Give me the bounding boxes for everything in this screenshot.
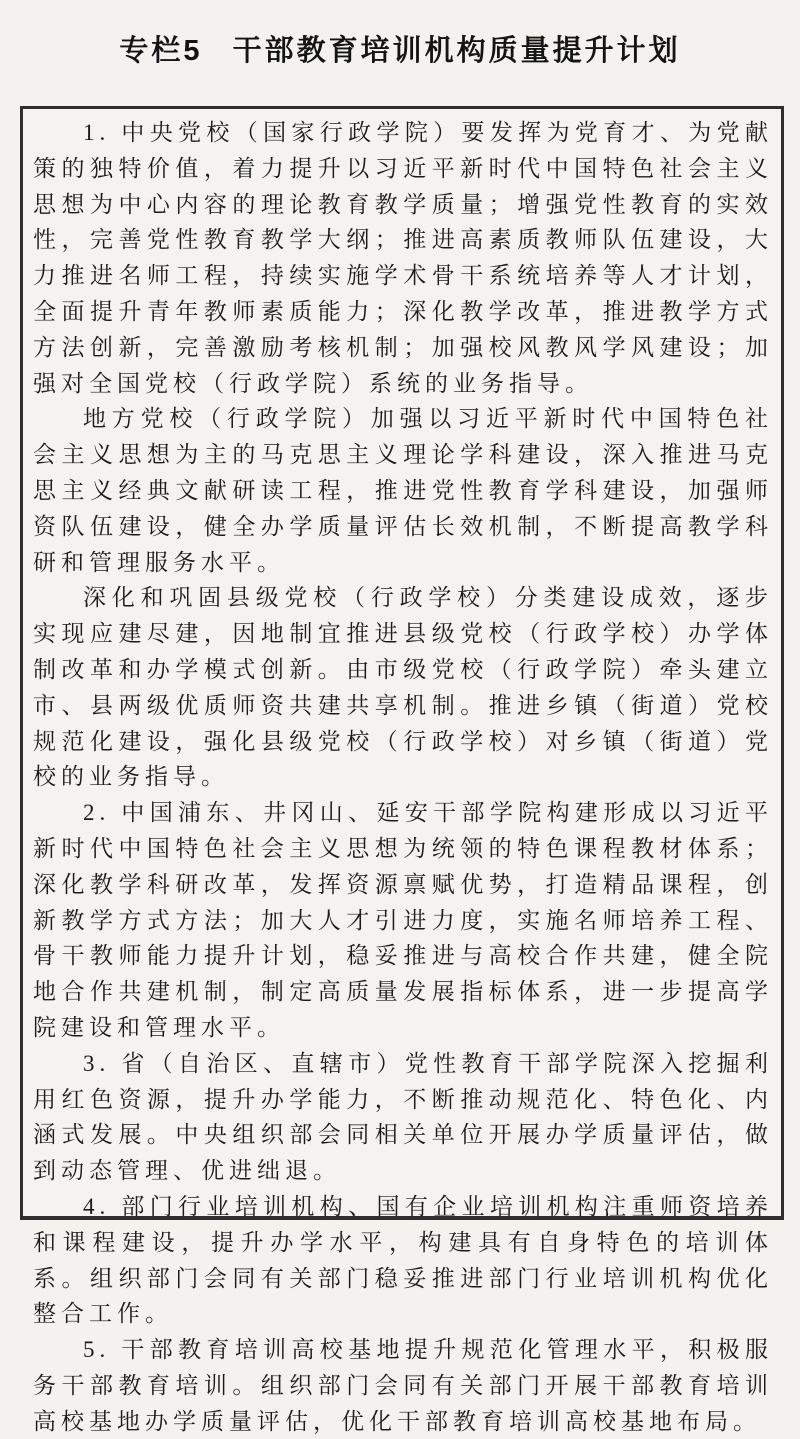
content-box <box>20 106 784 1434</box>
page-title <box>0 0 800 69</box>
paragraph-4: 2. 中国浦东、井冈山、延安干部学院构建形成以习近平新时代中国特色社会主义思想为统领的特色课程教材体系；深化教学科研改革，发挥资源禀赋优势，打造精品课程，创新教学方式方法；加大人才引进力度，实施名师培养工程、骨干教师能力提升计划，稳妥推进与高校合作共建，健全院地合作共建机制，制定高质量发展指标体系，进一步提高学院建设和管理水平。 <box>33 800 773 1040</box>
column-label: 专栏5 <box>119 35 203 67</box>
paragraph-6: 4. 部门行业培训机构、国有企业培训机构注重师资培养和课程建设，提升办学水平，构建具有自身特色的培训体系。组织部门会同有关部门稳妥推进部门行业培训机构优化整合工作。 <box>33 1193 773 1327</box>
column-title-text: 干部教育培训机构质量提升计划 <box>232 35 681 67</box>
paragraph-2: 地方党校（行政学院）加强以习近平新时代中国特色社会主义思想为主的马克思主义理论学科建设，深入推进马克思主义经典文献研读工程，推进党性教育学科建设，加强师资队伍建设，健全办学质量评估长效机制，不断提高教学科研和管理服务水平。 <box>33 406 773 575</box>
paragraph-5: 3. 省（自治区、直辖市）党性教育干部学院深入挖掘利用红色资源，提升办学能力，不断推动规范化、特色化、内涵式发展。中央组织部会同相关单位开展办学质量评估，做到动态管理、优进绌退。 <box>33 1050 773 1184</box>
paragraph-3: 深化和巩固县级党校（行政学校）分类建设成效，逐步实现应建尽建，因地制宜推进县级党校（行政学校）办学体制改革和办学模式创新。由市级党校（行政学院）牵头建立市、县两级优质师资共建共享机制。推进乡镇（街道）党校规范化建设，强化县级党校（行政学校）对乡镇（街道）党校的业务指导。 <box>33 585 773 790</box>
paragraph-7: 5. 干部教育培训高校基地提升规范化管理水平，积极服务干部教育培训。组织部门会同有关部门开展干部教育培训高校基地办学质量评估，优化干部教育培训高校基地布局。 <box>33 1337 773 1434</box>
paragraph-1: 1. 中央党校（国家行政学院）要发挥为党育才、为党献策的独特价值，着力提升以习近平新时代中国特色社会主义思想为中心内容的理论教育教学质量；增强党性教育的实效性，完善党性教育教学大纲；推进高素质教师队伍建设，大力推进名师工程，持续实施学术骨干系统培养等人才计划，全面提升青年教师素质能力；深化教学改革，推进教学方式方法创新，完善激励考核机制；加强校风教风学风建设；加强对全国党校（行政学院）系统的业务指导。 <box>33 120 773 396</box>
